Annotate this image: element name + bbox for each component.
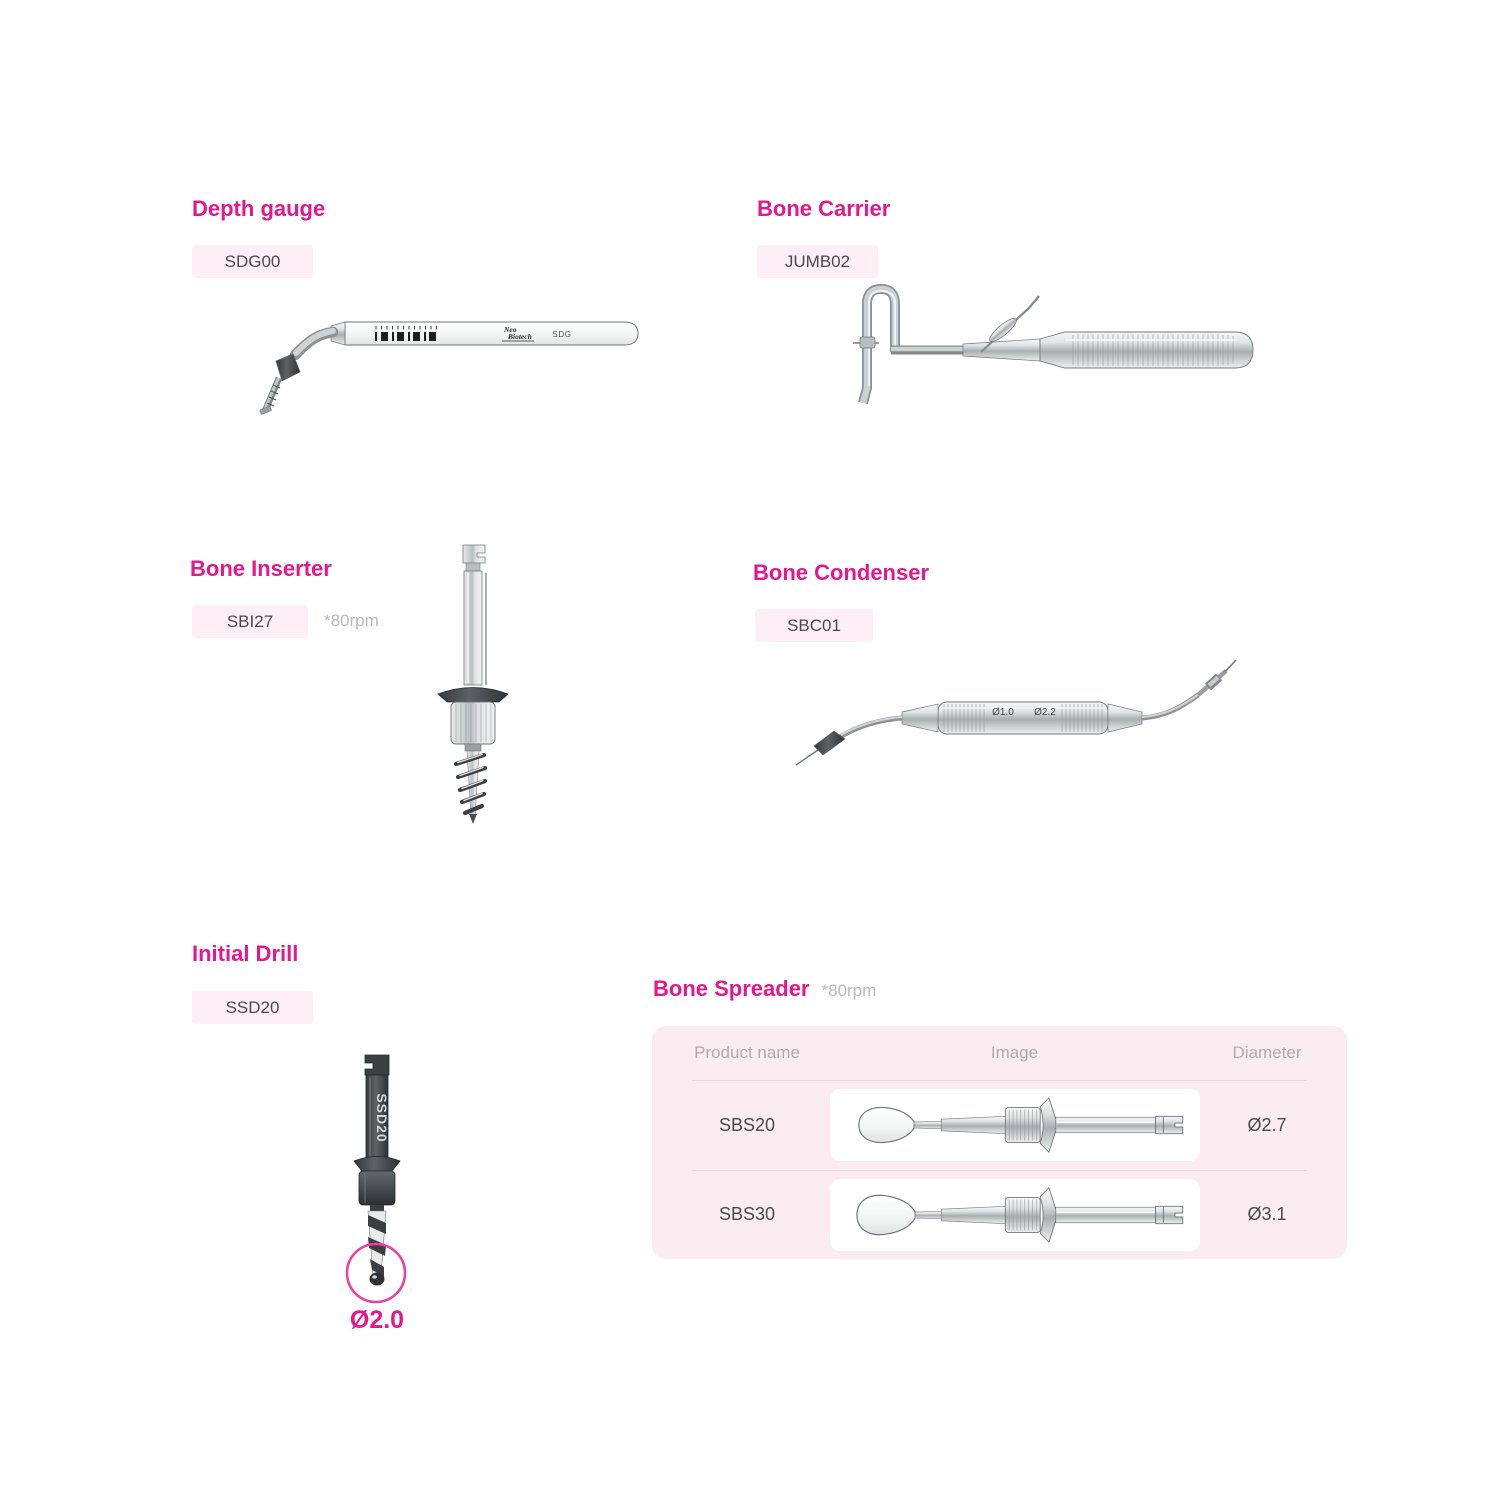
bone-condenser-code-badge bbox=[755, 609, 873, 642]
table-row bbox=[652, 1171, 1347, 1260]
bone-condenser-title: Bone Condenser bbox=[753, 560, 930, 585]
initial-drill-image bbox=[318, 1046, 436, 1308]
bone-condenser-image bbox=[788, 646, 1250, 778]
product-name-cell: SBS20 bbox=[718, 1114, 776, 1135]
initial-drill-code: SSD20 bbox=[225, 997, 280, 1017]
column-header-product-name: Product name bbox=[694, 1043, 800, 1062]
product-name-cell: SBS30 bbox=[718, 1204, 776, 1225]
bone-inserter-title: Bone Inserter bbox=[190, 556, 332, 581]
depth-gauge-code: SDG00 bbox=[224, 251, 281, 271]
bone-spreader-rpm-note: *80rpm bbox=[821, 981, 877, 1000]
drill-shank-engraving: SSD20 bbox=[374, 1093, 390, 1143]
bone-spreader-image bbox=[840, 1093, 1190, 1157]
bone-spreader-image bbox=[840, 1183, 1190, 1247]
product-image-card bbox=[830, 1179, 1200, 1251]
initial-drill-title: Initial Drill bbox=[192, 941, 299, 966]
bone-carrier-image bbox=[833, 270, 1265, 408]
bone-spreader-title: Bone Spreader bbox=[653, 976, 810, 1001]
bone-inserter-code: SBI27 bbox=[226, 611, 274, 631]
condenser-engraving-right: Ø2.2 bbox=[1034, 707, 1056, 718]
bone-carrier-title: Bone Carrier bbox=[757, 196, 891, 221]
initial-drill-code-badge bbox=[192, 991, 313, 1024]
column-header-diameter: Diameter bbox=[1232, 1043, 1302, 1062]
diameter-cell: Ø2.7 bbox=[1247, 1114, 1287, 1135]
brand-logo-bottom: Biotech bbox=[508, 332, 532, 341]
table-row bbox=[652, 1081, 1347, 1170]
bone-condenser-code: SBC01 bbox=[787, 615, 841, 635]
product-image-card bbox=[830, 1089, 1200, 1161]
depth-gauge-code-badge bbox=[192, 245, 313, 278]
handle-engraving: SDG bbox=[552, 330, 572, 339]
bone-inserter-rpm-note: *80rpm bbox=[324, 611, 379, 630]
bone-inserter-code-badge bbox=[192, 605, 308, 638]
brand-logo-top: Neo bbox=[504, 325, 517, 334]
diameter-cell: Ø3.1 bbox=[1247, 1204, 1287, 1225]
table-header-row bbox=[652, 1026, 1347, 1080]
bone-inserter-image bbox=[418, 533, 528, 825]
depth-gauge-image bbox=[232, 288, 652, 420]
depth-gauge-title: Depth gauge bbox=[192, 196, 326, 221]
column-header-image: Image bbox=[990, 1043, 1039, 1062]
bone-carrier-code: JUMB02 bbox=[784, 251, 851, 271]
bone-spreader-table bbox=[652, 1026, 1347, 1259]
condenser-engraving-left: Ø1.0 bbox=[992, 707, 1014, 718]
initial-drill-diameter: Ø2.0 bbox=[349, 1306, 405, 1334]
